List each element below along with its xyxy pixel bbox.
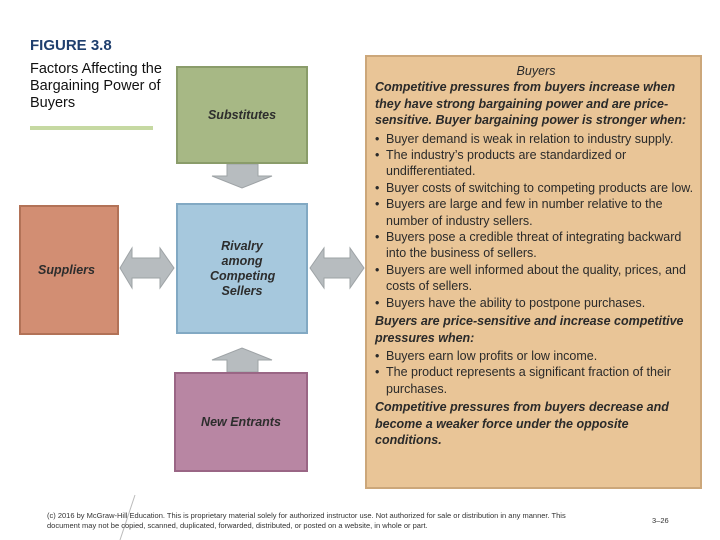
page-number: 3–26 (652, 516, 669, 525)
arrow-suppliers-rivalry (120, 248, 174, 288)
buyers-stronger-list (375, 131, 697, 311)
substitutes-box (176, 66, 308, 164)
list-item: • Buyers earn low profits or low income. (375, 348, 697, 364)
new-entrants-label: New Entrants (201, 414, 281, 429)
suppliers-label: Suppliers (38, 262, 95, 277)
list-item: • Buyers are large and few in number relative to the number of industry sellers. (375, 196, 697, 229)
buyers-title: Buyers (516, 64, 556, 78)
rivalry-label: Rivalry among Competing Sellers (210, 238, 276, 298)
list-item: • Buyers are well informed about the quality, prices, and costs of sellers. (375, 262, 697, 295)
buyers-box (365, 55, 702, 489)
rivalry-box (176, 203, 308, 334)
suppliers-box (19, 205, 119, 335)
substitutes-label: Substitutes (207, 107, 277, 122)
buyers-price-list (375, 348, 697, 397)
buyers-stronger-heading: Competitive pressures from buyers increase when they have strong bargaining power and are price-sensitive. Buyer bargaining power is stronger when: (375, 80, 687, 128)
figure-title: Factors Affecting the Bargaining Power of Buyers (30, 61, 162, 111)
new-entrants-box (174, 372, 308, 472)
copyright-notice: (c) 2016 by McGraw-Hill Education. This is proprietary material solely for authorized instructor use. Not authorized for sale or distribution in any manner. This document may not be copied, scanned, duplicated, forwarded, distributed, or posted on a website, in whole or part. (47, 511, 566, 530)
list-item: • The product represents a significant fraction of their purchases. (375, 364, 697, 397)
arrow-rivalry-buyers (310, 248, 364, 288)
list-item: • Buyer demand is weak in relation to industry supply. (375, 131, 697, 147)
list-item: • Buyers pose a credible threat of integrating backward into the business of sellers. (375, 229, 697, 262)
figure-label: FIGURE 3.8 (30, 37, 112, 54)
buyers-price-heading: Buyers are price-sensitive and increase competitive pressures when: (375, 314, 684, 345)
list-item: • The industry’s products are standardized or undifferentiated. (375, 147, 697, 180)
list-item: • Buyers have the ability to postpone purchases. (375, 295, 697, 311)
list-item: • Buyer costs of switching to competing products are low. (375, 180, 697, 196)
arrow-new-entrants-to-rivalry (212, 348, 272, 372)
arrow-substitutes-to-rivalry (212, 164, 272, 188)
buyers-closing: Competitive pressures from buyers decrease and become a weaker force under the opposite conditions. (375, 400, 669, 447)
